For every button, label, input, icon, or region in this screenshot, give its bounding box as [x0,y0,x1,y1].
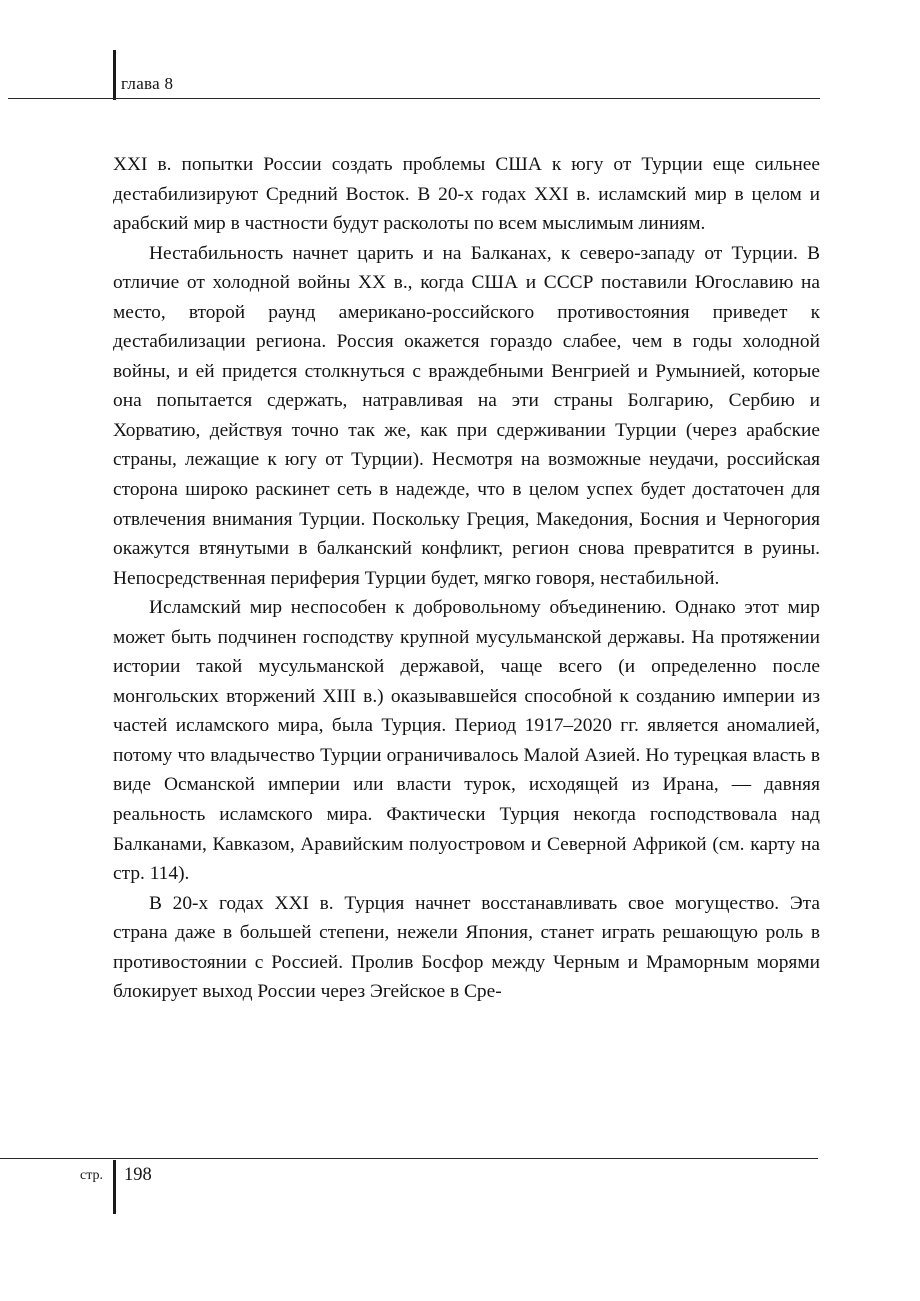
paragraph-3: Исламский мир неспособен к добровольному объединению. Однако этот мир может быть подчинен господству крупной мусульманской державы. На протяжении истории такой мусульманской державой, чаще всего (и определенно после монгольских вторжений XIII в.) оказывавшейся способной к созданию империи из частей исламского мира, была Турция. Период 1917–2020 гг. является аномалией, потому что владычество Турции ограничивалось Малой Азией. Но турецкая власть в виде Османской империи или власти турок, исходящей из Ирана, — давняя реальность исламского мира. Фактически Турция некогда господствовала над Балканами, Кавказом, Аравийским полуостровом и Северной Африкой (см. карту на стр. 114). [113,597,820,885]
header-horizontal-rule [8,98,820,99]
paragraph-2: Нестабильность начнет царить и на Балканах, к северо-западу от Турции. В отличие от холодной войны XX в., когда США и СССР поставили Югославию на место, второй раунд американо-российского противостояния приведет к дестабилизации региона. Россия окажется гораздо слабее, чем в годы холодной войны, и ей придется столкнуться с враждебными Венгрией и Румынией, которые она попытается сдержать, натравливая на эти страны Болгарию, Сербию и Хорватию, действуя точно так же, как при сдерживании Турции (через арабские страны, лежащие к югу от Турции). Несмотря на возможные неудачи, российская сторона широко раскинет сеть в надежде, что в целом успех будет достаточен для отвлечения внимания Турции. Поскольку Греция, Македония, Босния и Черногория окажутся втянутыми в балканский конфликт, регион снова превратится в руины. Непосредственная периферия Турции будет, мягко говоря, нестабильной. [113,242,820,589]
footer-horizontal-rule [0,1158,818,1159]
chapter-label: глава 8 [121,74,174,93]
page-number-prefix: стр. [80,1168,104,1183]
page-number: 198 [124,1165,152,1185]
body-text [113,150,820,1007]
header-vertical-rule [113,50,116,100]
paragraph-4: В 20-х годах XXI в. Турция начнет восстанавливать свое могущество. Эта страна даже в большей степени, нежели Япония, станет играть решающую роль в противостоянии с Россией. Пролив Босфор между Черным и Мраморным морями блокирует выход России через Эгейское в Сре- [113,892,820,1003]
footer-vertical-rule [113,1160,116,1214]
paragraph-1: XXI в. попытки России создать проблемы США к югу от Турции еще сильнее дестабилизируют Средний Восток. В 20-х годах XXI в. исламский мир в целом и арабский мир в частности будут расколоты по всем мыслимым линиям. [113,154,820,235]
